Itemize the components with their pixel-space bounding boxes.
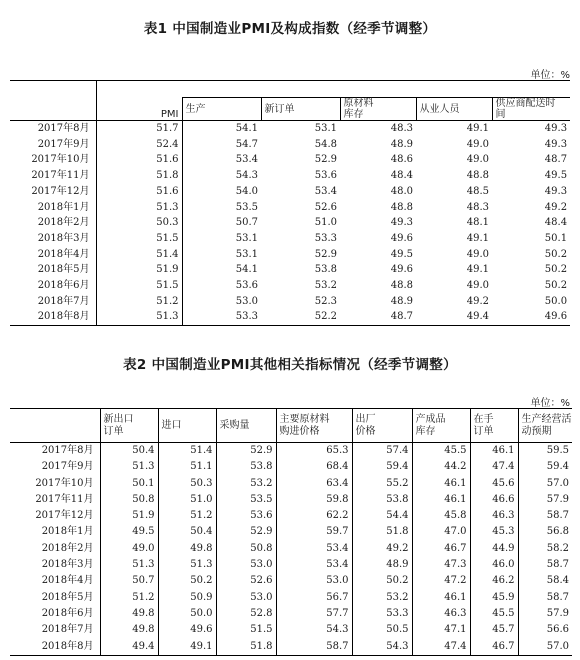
table1-pmi-header: PMI: [96, 81, 182, 121]
table1-cell: 53.6: [314, 170, 337, 182]
table1-cell: 48.4: [390, 170, 413, 182]
table1-cell: 48.8: [390, 280, 413, 292]
table2-cell: 53.2: [352, 590, 412, 606]
table2-cell: 45.3: [470, 524, 518, 540]
table2-cell: 50.5: [352, 622, 412, 638]
table1-cell: 54.1: [182, 121, 261, 137]
table2-cell: 50.3: [158, 476, 216, 492]
row-label: 2018年5月: [37, 264, 90, 276]
table2-cell: 50.2: [158, 573, 216, 589]
table2-col-header: 出厂 价格: [352, 409, 412, 443]
table1-row: [10, 231, 570, 247]
table1-cell: 51.9: [96, 262, 182, 278]
table1-cell: 49.2: [544, 201, 568, 213]
table2-cell: 46.0: [470, 557, 518, 573]
table2-cell: 57.0: [518, 476, 572, 492]
table2-row: [10, 508, 572, 524]
table1-cell: 54.7: [182, 137, 261, 153]
row-label: 2017年8月: [41, 445, 94, 456]
table2-cell: 45.8: [412, 508, 470, 524]
table1-cell: 53.1: [182, 231, 261, 247]
table1-corner: [10, 81, 96, 98]
table1-cell: 52.3: [314, 295, 337, 307]
table2-cell: 53.0: [216, 557, 276, 573]
table2-cell: 45.5: [412, 443, 470, 460]
table1-cell: 49.1: [466, 264, 489, 276]
table1-cell: 49.0: [466, 138, 489, 150]
table2-col-header: 新出口 订单: [100, 409, 158, 443]
table2-cell: 46.7: [470, 639, 518, 656]
table1-cell: 52.9: [314, 248, 337, 260]
table2-cell: 50.7: [100, 573, 158, 589]
table2-cell: 51.5: [216, 622, 276, 638]
table1-cell: 48.3: [466, 201, 489, 213]
table2-cell: 51.4: [158, 443, 216, 460]
table2-cell: 46.1: [412, 492, 470, 508]
table2-cell: 46.1: [412, 590, 470, 606]
table2-cell: 51.8: [216, 639, 276, 656]
table2-cell: 59.7: [276, 524, 352, 540]
table2-cell: 54.4: [352, 508, 412, 524]
table1-row: [10, 309, 570, 325]
table2-cell: 59.5: [518, 443, 572, 460]
row-label: 2018年7月: [37, 295, 90, 307]
table2-cell: 58.7: [518, 508, 572, 524]
table1-cell: 50.2: [544, 248, 568, 260]
table1-cell: 51.6: [96, 152, 182, 168]
table2-cell: 57.7: [276, 606, 352, 622]
table2-cell: 52.8: [216, 606, 276, 622]
table1-cell: 53.8: [314, 264, 337, 276]
table1-cell: 49.4: [466, 311, 489, 323]
table1-cell: 54.0: [182, 184, 261, 200]
table1-col-header: 生产: [182, 98, 261, 121]
table2-cell: 45.7: [470, 622, 518, 638]
table1-col-header: 供应商配送时 间: [492, 98, 570, 121]
row-label: 2017年10月: [31, 154, 90, 166]
table1-cell: 48.7: [544, 154, 568, 166]
row-label: 2018年8月: [37, 311, 90, 323]
table1-cell: 53.4: [182, 152, 261, 168]
row-label: 2017年12月: [35, 510, 94, 522]
table1-cell: 48.8: [390, 201, 413, 213]
table1-cell: 49.3: [544, 123, 568, 134]
table2-title: 表2 中国制造业PMI其他相关指标情况（经季节调整）: [123, 357, 457, 373]
table2-cell: 53.5: [216, 492, 276, 508]
table2-cell: 53.8: [216, 459, 276, 475]
table2-cell: 53.4: [276, 541, 352, 557]
table1-cell: 51.8: [96, 168, 182, 184]
table1-title: 表1 中国制造业PMI及构成指数（经季节调整）: [143, 21, 437, 37]
table1-cell: 52.2: [314, 311, 337, 323]
table1-cell: 50.2: [544, 280, 568, 292]
table1-row: [10, 247, 570, 263]
table1-cell: 54.1: [182, 262, 261, 278]
table2-cell: 52.9: [216, 443, 276, 460]
table2-row: [10, 443, 572, 460]
table2-cell: 49.1: [158, 639, 216, 656]
table1-cell: 49.2: [466, 295, 489, 307]
table1-cell: 51.7: [96, 121, 182, 137]
table2-cell: 57.4: [352, 443, 412, 460]
table2-cell: 51.2: [158, 508, 216, 524]
table2-cell: 51.1: [158, 459, 216, 475]
row-label: 2018年3月: [37, 232, 90, 244]
table1-cell: 53.6: [182, 278, 261, 294]
table2-cell: 49.8: [100, 606, 158, 622]
table2-cell: 63.4: [276, 476, 352, 492]
table2-cell: 49.8: [100, 622, 158, 638]
table1-cell: 49.6: [390, 232, 413, 244]
table1-cell: 48.5: [466, 185, 489, 197]
table2-cell: 50.9: [158, 590, 216, 606]
table2-cell: 46.6: [470, 492, 518, 508]
table1-cell: 50.3: [96, 215, 182, 231]
table2-cell: 53.0: [276, 573, 352, 589]
table2-row: [10, 557, 572, 573]
table2-col-header: 采购量: [216, 409, 276, 443]
table2-cell: 53.6: [216, 508, 276, 524]
table2-cell: 47.2: [412, 573, 470, 589]
table1-cell: 50.2: [544, 264, 568, 276]
table2-cell: 59.4: [352, 459, 412, 475]
row-label: 2017年8月: [37, 123, 90, 134]
row-label: 2018年4月: [41, 575, 94, 587]
table1-cell: 48.0: [390, 185, 413, 197]
table2-cell: 47.0: [412, 524, 470, 540]
table2-cell: 50.4: [158, 524, 216, 540]
table2-cell: 51.2: [100, 590, 158, 606]
table1-col-header: 新订单: [261, 98, 340, 121]
row-label: 2018年1月: [41, 526, 94, 538]
table1-row: [10, 152, 570, 168]
table2-cell: 56.6: [518, 622, 572, 638]
row-label: 2018年2月: [37, 217, 90, 229]
table2-cell: 53.2: [216, 476, 276, 492]
table2-cell: 49.8: [158, 541, 216, 557]
table2-cell: 47.1: [412, 622, 470, 638]
table1-corner-lower: [10, 98, 96, 121]
row-label: 2018年6月: [41, 607, 94, 619]
table1-cell: 52.6: [314, 201, 337, 213]
table2-cell: 47.4: [470, 459, 518, 475]
table2-cell: 50.0: [158, 606, 216, 622]
table1-cell: 54.8: [314, 138, 337, 150]
table1-cell: 53.0: [182, 294, 261, 310]
row-label: 2018年1月: [37, 201, 90, 213]
table1-cell: 48.8: [466, 170, 489, 182]
table2-row: [10, 639, 572, 656]
table2-cell: 48.9: [352, 557, 412, 573]
table2-cell: 53.8: [352, 492, 412, 508]
table1-row: [10, 184, 570, 200]
table2-cell: 46.1: [412, 476, 470, 492]
table2-cell: 49.5: [100, 524, 158, 540]
table1-cell: 49.5: [390, 248, 413, 260]
table2-cell: 49.2: [352, 541, 412, 557]
row-label: 2017年12月: [31, 185, 90, 197]
table1-row: [10, 200, 570, 216]
table2-row: [10, 476, 572, 492]
table2-cell: 57.9: [518, 606, 572, 622]
table2-cell: 47.3: [412, 557, 470, 573]
table2-cell: 44.2: [412, 459, 470, 475]
table2-row: [10, 606, 572, 622]
table2-cell: 62.2: [276, 508, 352, 524]
table2-cell: 51.3: [100, 557, 158, 573]
table1-cell: 51.3: [96, 200, 182, 216]
table2-cell: 52.9: [216, 524, 276, 540]
table1-cell: 49.3: [544, 138, 568, 150]
table1-cell: 49.1: [466, 123, 489, 134]
table1-cell: 52.4: [96, 137, 182, 153]
row-label: 2018年5月: [41, 591, 94, 603]
table1-cell: 49.3: [390, 217, 413, 229]
table1-row: [10, 137, 570, 153]
table2: [10, 408, 572, 656]
row-label: 2017年11月: [31, 170, 90, 182]
table1-cell: 49.3: [544, 185, 568, 197]
table2-cell: 58.7: [518, 557, 572, 573]
table1-cell: 51.0: [314, 217, 337, 229]
table1-col-header: 从业人员: [416, 98, 492, 121]
table1-cell: 49.0: [466, 154, 489, 166]
row-label: 2018年2月: [41, 542, 94, 554]
table1-row: [10, 215, 570, 231]
row-label: 2018年7月: [41, 624, 94, 636]
row-label: 2017年11月: [35, 493, 94, 505]
table2-cell: 57.0: [518, 639, 572, 656]
table1-cell: 50.0: [544, 295, 568, 307]
table1-cell: 49.1: [466, 232, 489, 244]
table2-cell: 50.4: [100, 443, 158, 460]
table2-cell: 59.8: [276, 492, 352, 508]
table1-cell: 48.3: [390, 123, 413, 134]
table2-cell: 49.0: [100, 541, 158, 557]
table2-cell: 56.7: [276, 590, 352, 606]
table2-cell: 56.8: [518, 524, 572, 540]
table1-cell: 51.5: [96, 231, 182, 247]
table1-cell: 53.1: [314, 123, 337, 134]
table2-cell: 46.3: [412, 606, 470, 622]
table1-cell: 49.5: [544, 170, 568, 182]
table1: [10, 80, 570, 326]
table2-row: [10, 622, 572, 638]
table1-cell: 53.1: [182, 247, 261, 263]
row-label: 2018年3月: [41, 559, 94, 571]
table2-cell: 45.5: [470, 606, 518, 622]
table2-cell: 51.8: [352, 524, 412, 540]
table2-unit: 单位：%: [530, 398, 570, 409]
table1-row: [10, 168, 570, 184]
table1-cell: 51.2: [96, 294, 182, 310]
table2-cell: 58.4: [518, 573, 572, 589]
table2-cell: 45.9: [470, 590, 518, 606]
table2-cell: 53.4: [276, 557, 352, 573]
table2-col-header: 主要原材料 购进价格: [276, 409, 352, 443]
table1-cell: 51.4: [96, 247, 182, 263]
table2-cell: 49.6: [158, 622, 216, 638]
table2-col-header: 生产经营活 动预期: [518, 409, 572, 443]
row-label: 2018年6月: [37, 280, 90, 292]
table2-cell: 51.3: [158, 557, 216, 573]
table2-cell: 50.2: [352, 573, 412, 589]
table2-col-header: 进口: [158, 409, 216, 443]
table2-cell: 44.9: [470, 541, 518, 557]
table2-row: [10, 573, 572, 589]
table1-cell: 48.6: [390, 154, 413, 166]
row-label: 2017年10月: [35, 477, 94, 489]
table2-cell: 68.4: [276, 459, 352, 475]
table2-cell: 53.3: [352, 606, 412, 622]
table2-cell: 54.3: [276, 622, 352, 638]
table1-header-spacer: [182, 81, 570, 98]
table1-cell: 48.9: [390, 138, 413, 150]
table1-unit: 单位：%: [530, 70, 570, 81]
table2-cell: 58.7: [518, 590, 572, 606]
table2-cell: 45.6: [470, 476, 518, 492]
table1-row: [10, 278, 570, 294]
table2-row: [10, 524, 572, 540]
table1-row: [10, 294, 570, 310]
table1-cell: 48.4: [544, 217, 568, 229]
table1-cell: 48.9: [390, 295, 413, 307]
table2-cell: 58.7: [276, 639, 352, 656]
table2-corner: [10, 409, 100, 443]
table2-row: [10, 459, 572, 475]
table1-cell: 51.5: [96, 278, 182, 294]
table2-cell: 51.0: [158, 492, 216, 508]
row-label: 2017年9月: [41, 461, 94, 473]
table1-cell: 52.9: [314, 154, 337, 166]
table1-cell: 51.3: [96, 309, 182, 325]
table1-cell: 53.3: [182, 309, 261, 325]
table2-cell: 57.9: [518, 492, 572, 508]
table2-cell: 65.3: [276, 443, 352, 460]
table2-cell: 50.8: [100, 492, 158, 508]
table1-cell: 49.0: [466, 248, 489, 260]
table1-cell: 51.6: [96, 184, 182, 200]
table2-cell: 46.3: [470, 508, 518, 524]
table2-cell: 46.7: [412, 541, 470, 557]
table1-col-header: 原材料 库存: [340, 98, 416, 121]
table2-cell: 46.1: [470, 443, 518, 460]
row-label: 2018年8月: [41, 640, 94, 652]
table1-cell: 53.3: [314, 232, 337, 244]
table1-cell: 49.0: [466, 280, 489, 292]
table2-cell: 53.0: [216, 590, 276, 606]
table2-row: [10, 590, 572, 606]
row-label: 2017年9月: [37, 138, 90, 150]
table1-cell: 53.4: [314, 185, 337, 197]
row-label: 2018年4月: [37, 248, 90, 260]
table2-col-header: 产成品 库存: [412, 409, 470, 443]
table2-cell: 46.2: [470, 573, 518, 589]
table1-cell: 48.1: [466, 217, 489, 229]
table2-cell: 54.3: [352, 639, 412, 656]
table2-cell: 58.2: [518, 541, 572, 557]
table1-row: [10, 121, 570, 137]
table2-col-header: 在手 订单: [470, 409, 518, 443]
table2-cell: 49.4: [100, 639, 158, 656]
table2-cell: 50.8: [216, 541, 276, 557]
table1-cell: 54.3: [182, 168, 261, 184]
table1-cell: 49.6: [390, 264, 413, 276]
table2-cell: 59.4: [518, 459, 572, 475]
table2-row: [10, 541, 572, 557]
table2-cell: 47.4: [412, 639, 470, 656]
table2-cell: 55.2: [352, 476, 412, 492]
table1-row: [10, 262, 570, 278]
table1-cell: 50.1: [544, 232, 568, 244]
table1-cell: 48.7: [390, 311, 413, 323]
table2-cell: 51.3: [100, 459, 158, 475]
table2-cell: 52.6: [216, 573, 276, 589]
table1-cell: 50.7: [182, 215, 261, 231]
table1-cell: 53.5: [182, 200, 261, 216]
table1-cell: 49.6: [544, 311, 568, 323]
table2-cell: 50.1: [100, 476, 158, 492]
table2-row: [10, 492, 572, 508]
table1-cell: 53.2: [314, 280, 337, 292]
table2-cell: 51.9: [100, 508, 158, 524]
